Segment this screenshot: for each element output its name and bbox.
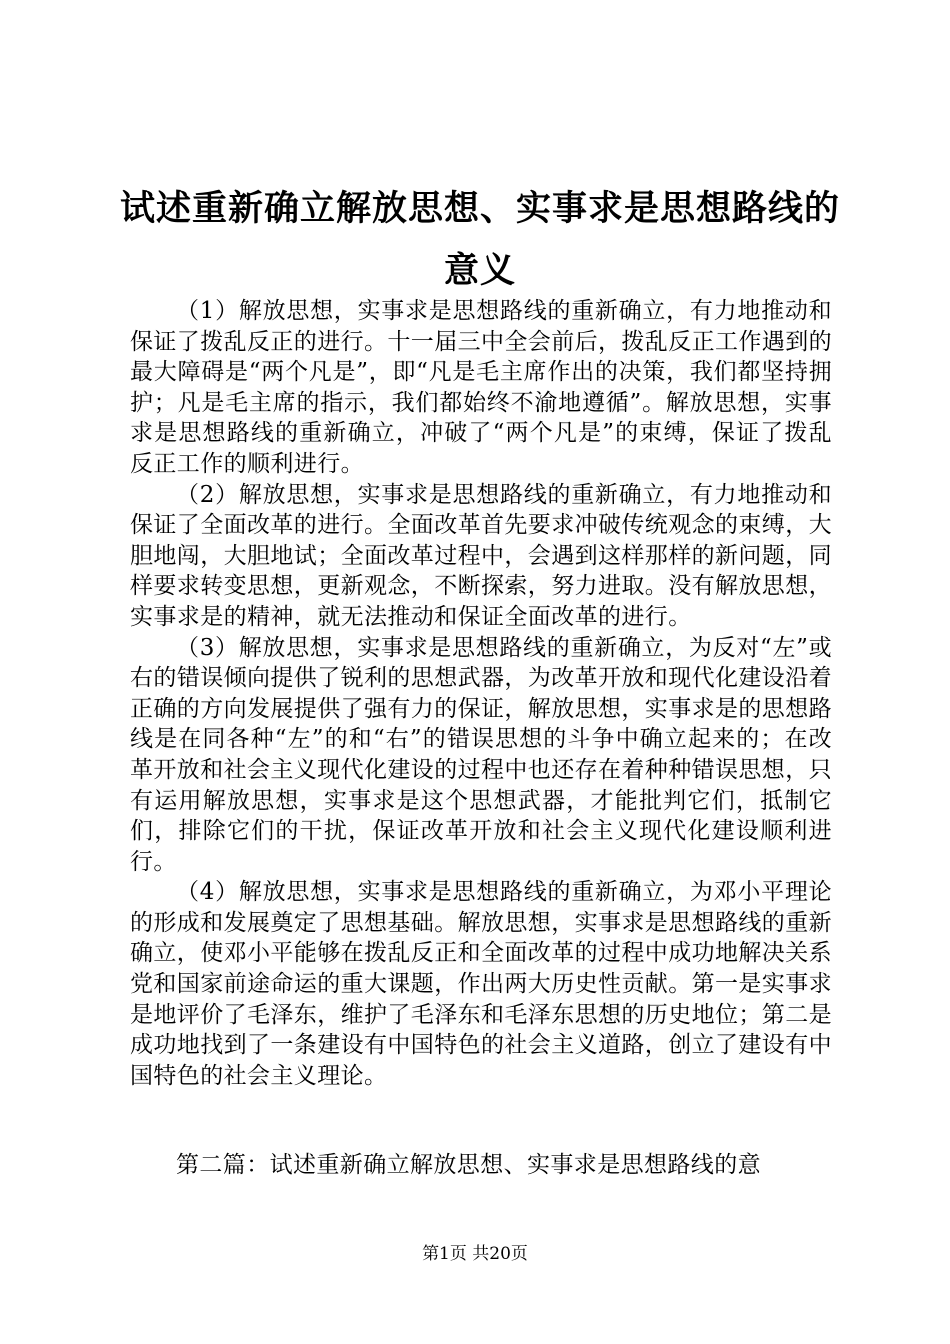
paragraph-3: （3）解放思想，实事求是思想路线的重新确立，为反对“左”或右的错误倾向提供了锐利的思想武器，为改革开放和现代化建设沿着正确的方向发展提供了强有力的保证，解放思想，实事求是的思想路线是在同各种“左”的和“右”的错误思想的斗争中确立起来的；在改革开放和社会主义现代化建设的过程中也还存在着种种错误思想，只有运用解放思想，实事求是这个思想武器，才能批判它们，抵制它们，排除它们的干扰，保证改革开放和社会主义现代化建设顺利进行。	[130, 634, 832, 875]
next-section-heading: 第二篇：试述重新确立解放思想、实事求是思想路线的意	[176, 1152, 761, 1178]
paragraph-1: （1）解放思想，实事求是思想路线的重新确立，有力地推动和保证了拨乱反正的进行。十一届三中全会前后，拨乱反正工作遇到的最大障碍是“两个凡是”，即“凡是毛主席作出的决策，我们都坚持拥护；凡是毛主席的指示，我们都始终不渝地遵循”。解放思想，实事求是思想路线的重新确立，冲破了“两个凡是”的束缚，保证了拨乱反正工作的顺利进行。	[130, 298, 832, 477]
paragraph-2: （2）解放思想，实事求是思想路线的重新确立，有力地推动和保证了全面改革的进行。全面改革首先要求冲破传统观念的束缚，大胆地闯，大胆地试；全面改革过程中，会遇到这样那样的新问题，同样要求转变思想，更新观念，不断探索，努力进取。没有解放思想，实事求是的精神，就无法推动和保证全面改革的进行。	[130, 481, 832, 630]
page-number-footer: 第1页 共20页	[422, 1244, 528, 1264]
paragraph-4: （4）解放思想，实事求是思想路线的重新确立，为邓小平理论的形成和发展奠定了思想基础。解放思想，实事求是思想路线的重新确立，使邓小平能够在拨乱反正和全面改革的过程中成功地解决关系党和国家前途命运的重大课题，作出两大历史性贡献。第一是实事求是地评价了毛泽东，维护了毛泽东和毛泽东思想的历史地位；第二是成功地找到了一条建设有中国特色的社会主义道路，创立了建设有中国特色的社会主义理论。	[130, 879, 832, 1089]
document-title: 试述重新确立解放思想、实事求是思想路线的意义	[120, 189, 841, 291]
document-body	[130, 296, 832, 1091]
